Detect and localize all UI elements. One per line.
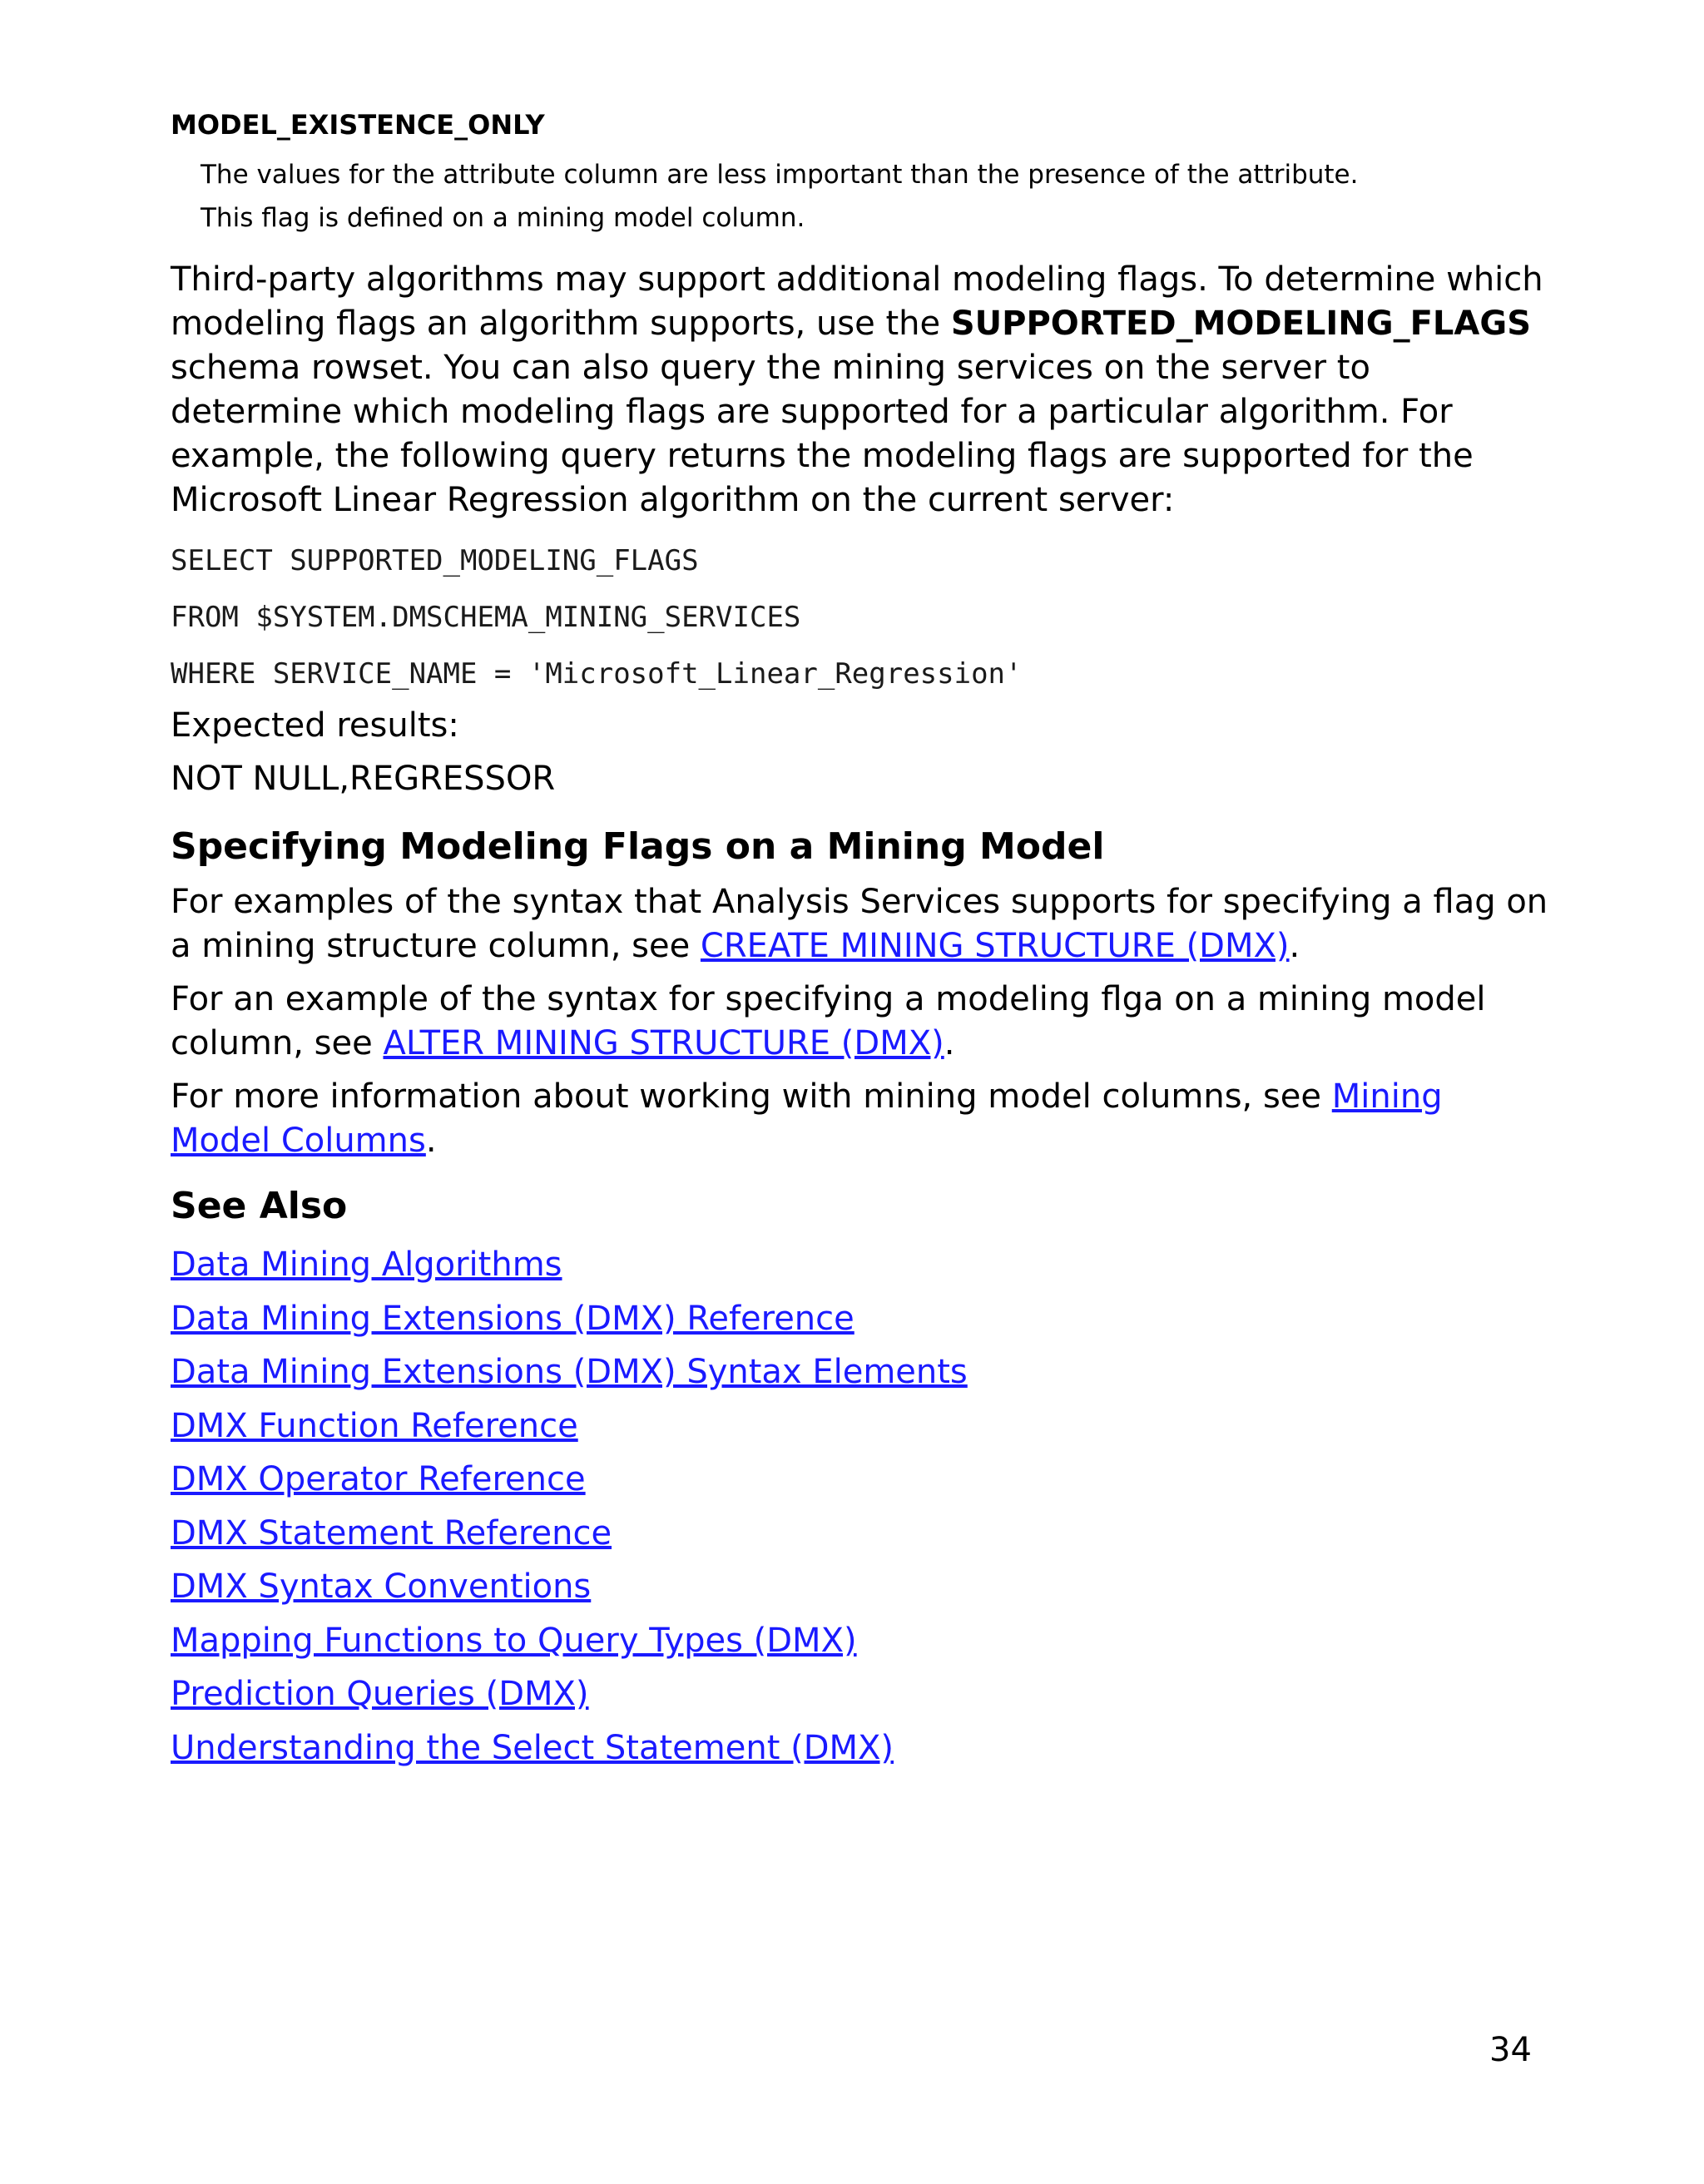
model-columns-paragraph	[171, 1075, 1552, 1163]
alter-mining-structure-link[interactable]: ALTER MINING STRUCTURE (DMX)	[383, 1024, 944, 1062]
intro-paragraph	[171, 258, 1552, 522]
see-also-link-dmx-function-reference[interactable]: DMX Function Reference	[171, 1407, 578, 1445]
term-description: The values for the attribute column are less important than the presence of the attribute. This flag is defined on a mining model column.	[201, 160, 1359, 233]
intro-text-end: schema rowset. You can also query the mining services on the server to determine which modeling flags are supported for a particular algorithm. For example, the following query returns the modeling flags are supported for the Microsoft Linear Regression algorithm on the current server:	[171, 349, 1474, 519]
see-also-link-data-mining-algorithms[interactable]: Data Mining Algorithms	[171, 1246, 562, 1284]
create-structure-period: .	[1289, 927, 1300, 965]
model-columns-period: .	[425, 1122, 437, 1160]
expected-results-value: NOT NULL,REGRESSOR	[171, 760, 556, 798]
create-mining-structure-link[interactable]: CREATE MINING STRUCTURE (DMX)	[700, 927, 1290, 965]
expected-results-label: Expected results:	[171, 706, 459, 745]
see-also-heading: See Also	[171, 1185, 348, 1227]
see-also-link-prediction-queries[interactable]: Prediction Queries (DMX)	[171, 1675, 589, 1713]
see-also-link-mapping-functions[interactable]: Mapping Functions to Query Types (DMX)	[171, 1622, 857, 1660]
intro-text-start: Third-party algorithms may support additional modeling flags. To determine which modeling flags an algorithm supports, use the	[171, 260, 1543, 343]
see-also-link-dmx-operator-reference[interactable]: DMX Operator Reference	[171, 1460, 586, 1498]
code-line-select: SELECT SUPPORTED_MODELING_FLAGS	[171, 544, 699, 577]
mining-model-columns-link[interactable]: Mining Model Columns	[171, 1077, 1443, 1160]
code-line-where: WHERE SERVICE_NAME = 'Microsoft_Linear_Regression'	[171, 657, 1023, 691]
term-title: MODEL_EXISTENCE_ONLY	[171, 109, 545, 141]
create-structure-paragraph	[171, 880, 1552, 968]
code-line-from: FROM $SYSTEM.DMSCHEMA_MINING_SERVICES	[171, 601, 801, 634]
alter-structure-text: For an example of the syntax for specifying a modeling flga on a mining model column, see	[171, 980, 1486, 1062]
alter-structure-paragraph	[171, 978, 1552, 1066]
create-structure-text: For examples of the syntax that Analysis Services supports for specifying a flag on a mining structure column, see	[171, 883, 1548, 965]
model-columns-text: For more information about working with mining model columns, see	[171, 1077, 1332, 1116]
see-also-link-dmx-syntax-elements[interactable]: Data Mining Extensions (DMX) Syntax Elements	[171, 1353, 968, 1391]
section-heading: Specifying Modeling Flags on a Mining Model	[171, 825, 1105, 868]
schema-rowset-name: SUPPORTED_MODELING_FLAGS	[950, 305, 1532, 343]
see-also-link-dmx-syntax-conventions[interactable]: DMX Syntax Conventions	[171, 1567, 592, 1606]
see-also-link-select-statement[interactable]: Understanding the Select Statement (DMX)	[171, 1729, 894, 1767]
see-also-link-dmx-reference[interactable]: Data Mining Extensions (DMX) Reference	[171, 1300, 854, 1338]
page-number: 34	[1489, 2031, 1532, 2069]
see-also-link-dmx-statement-reference[interactable]: DMX Statement Reference	[171, 1514, 612, 1553]
alter-structure-period: .	[944, 1024, 955, 1062]
